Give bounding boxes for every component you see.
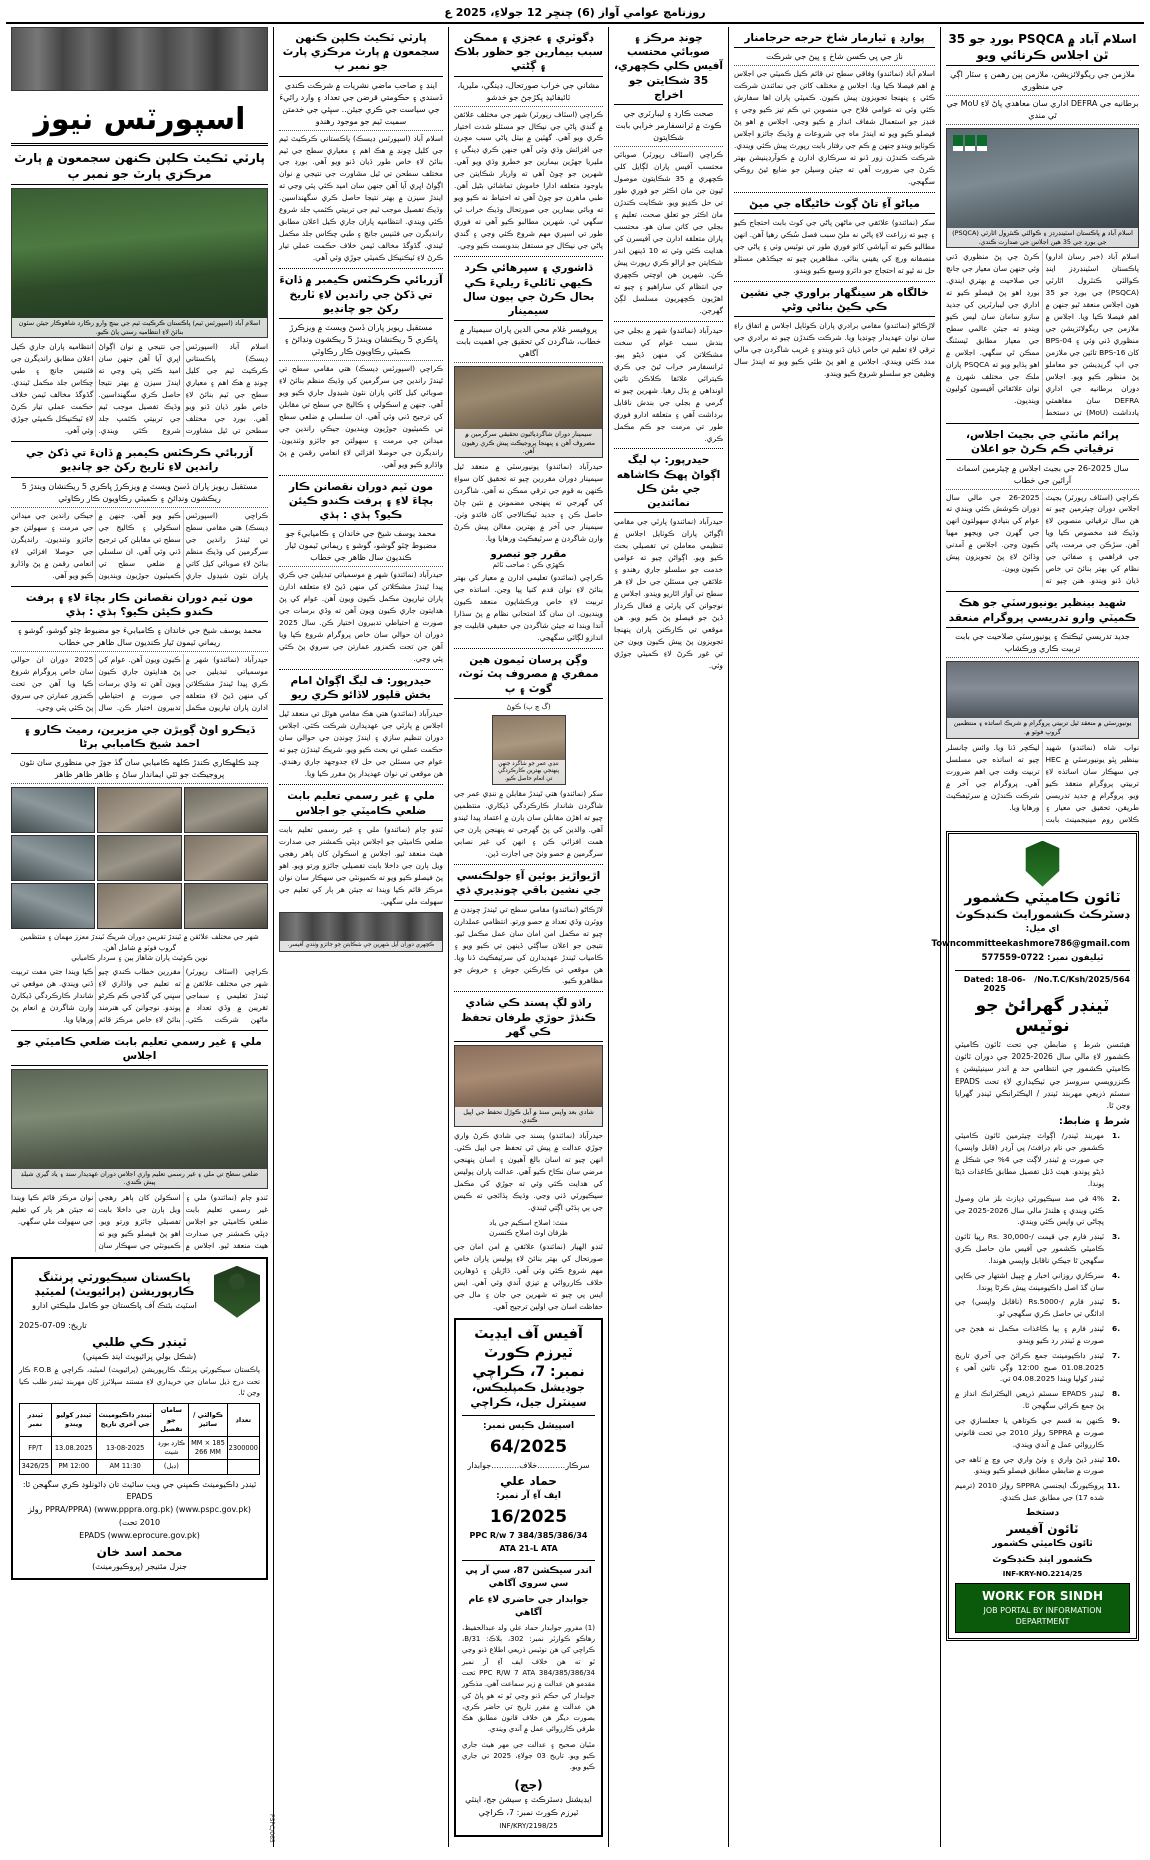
pspc-line-1: ٽينڊر ڊاڪيومينٽ ڪمپني جي ويب سائيٽ تان ڊائونلوڊ ڪري سگهجن ٿا: EPADS (22, 1479, 257, 1502)
photo-cell (184, 787, 268, 833)
banner-sub: JOB PORTAL BY INFORMATION DEPARTMENT (983, 1606, 1102, 1627)
ad-sign-2: ٽائون ڪاميٽي ڪشمور (992, 1539, 1093, 1550)
list-item: .2 4% في صد سيڪيورٽي ڊپازٽ بلز مان وصول ڪئي ويندي ۽ هلندڙ مالي سال 2026-2025 جي پڄاڻي تي واپس ڪئي ويندي. (955, 1193, 1120, 1227)
cell-opening: 13.08.2025 (51, 1437, 96, 1460)
headline-c5-1: پوارڊ ۽ ٽيارمار شاخ حرجه حرجامنار (734, 31, 935, 48)
list-item: .11 پروڪيورنگ ايجنسي SPPRA رولز 2010 (ترميم شده 17) جي مطابق عمل ڪندي. (955, 1481, 1120, 1503)
pspc-tender-table (19, 1403, 260, 1474)
section-logo-sports: اسپورٽس نيوز (11, 94, 268, 146)
headline-c5-2: مياڻو آءِ تاڻ ڳوٺ خاڻيگاه جي ميڻ (734, 197, 935, 214)
sports-headline-6: ملي ۽ غير رسمي تعليم بابت ضلعي ڪاميٽي جو اجلاس (11, 1035, 268, 1066)
pspc-org: پاڪستان سيڪيورٽي پرنٽنگ ڪارپوريشن (پرائيويٽ) لميٽيڊ (34, 1270, 195, 1299)
headline-psqca: اسلام آباد ۾ PSQCA بورڊ جو 35 ٿن اجلاس ڪرنائي ويو (946, 31, 1139, 66)
notice-sub: جوابدار جي حاضري لاءِ عام آگاهي (468, 1594, 589, 1619)
cell-qty (227, 1460, 259, 1474)
article-c1b-body1: اسلام آباد (اسپورٽس ڊيسڪ) پاڪستاني ڪرڪيٽ ٽيم جي کليل چونڊ ۾ هڪ اهم ۽ معياري سطح جي ٽيم بنائڻ لاءِ خاص طور ڌيان ڏنو ويو آهي. بورڊ جي مختلف سطحن تي ٿيل مشاورت جي نتيجي ۾ نوان اڳواڻ اڀري آيا آهن جنهن سان اميد ڪئي پئي وڃي ته ايندڙ سيزن ۾ بهتر نتيجا حاصل ڪري سگهنداسين. وڌيڪ تفصيل موجب ٽيم جي تربيتي ڪئمپ جلد شروع ڪئي ويندي. انتظاميه پاران جاري ڪيل اعلان مطابق رانديگرن جي فٽنيس جانچ ۽ طبي چڪاس جلد مڪمل ٿيندي. گڏوگڏ مخالف ٽيمن خلاف حڪمت عملي تيار ڪرڻ لاءِ ٽيڪنيڪل ڪميٽي جوڙي وئي آهي. (279, 133, 443, 263)
article-c5-body3: لاڙڪاڻو (نمائندو) مقامي برادري پاران ڪوٺايل اجلاس ۾ اتفاق راءِ سان نوان عهديدار چونڊيا ويا. شرڪت ڪندڙن چيو ته برادري جي ترقي لاءِ تعليم تي خاص ڌيان ڏنو ويندو ۽ غريب شاگردن جي مالي مدد ڪئي ويندي. اجلاس ۾ اهو پڻ طئي ڪيو ويو ته ايندڙ سال وظيفن جو سلسلو شروع ڪيو ويندو. (734, 321, 935, 379)
photo-grid-caption: شهر جي مختلف علائقن ۾ ٿيندڙ تقريبن دوران شريڪ ٿيندڙ معزز مهمان ۽ منتظمين گروپ فوٽو ۾ شامل آهن. (20, 933, 259, 952)
pspc-signer-desc: جنرل مئنيجر (پروڪيورمينٽ) (92, 1561, 187, 1571)
divider (614, 321, 723, 322)
divider (734, 192, 935, 193)
sports-article-6: ٽنڊو ڄام (نمائندو) ملي ۽ غير رسمي تعليم بابت ضلعي ڪاميٽي جو اجلاس ڊپٽي ڪمشنر جي صدارت هيٺ منعقد ٿيو. اجلاس ۾ اسڪولن کان ٻاهر رهجي ويل ٻارن جي داخلا بابت تفصيلي جائزو ورتو ويو. اهو پڻ فيصلو ڪيو ويو ته ڪميونٽي جي سهڪار سان نوان مرڪز قائم ڪيا ويندا ته جيئن هر ٻار کي تعليم جي سهولت ملي سگهي. (11, 1192, 268, 1250)
column-2 (274, 27, 449, 1847)
list-item: .7 ٽينڊر ڊاڪيومينٽ جمع ڪرائڻ جي آخري تاريخ 01.08.2025 صبح 12:00 وڳي تائين آهي ۽ ٽينڊر کوليا ويندا 04.08.2025 تي. (955, 1350, 1120, 1384)
divider (279, 784, 443, 785)
article-c1b-body3: حيدرآباد (نمائندو) شهر ۾ موسمياتي تبديلين جي ڪري پيدا ٿيندڙ مشڪلاتن کي منهن ڏيڻ لاءِ متعلقه ادارن پاران تياريون مڪمل ڪيون ويون آهن. عوام کي پڻ هدايتون جاري ڪيون ويون آهن ته وڏي برسات جي صورت ۾ احتياطي تدبيرون اختيار ڪن. سال 2025 دوران ان حوالي سان خاص پروگرام شروع ڪيا ويا آهن جن تحت ڪمزور عمارتن جي سروي پڻ ڪئي پئي وڃي. (279, 570, 443, 664)
headline-c1b-5: حيدرپور: ف ليگ اڳواڻ امام بخش قلپور لاڏائو ڪري ريو (279, 674, 443, 705)
ad-sign-3: ڪشمور اينڊ ڪنڊڪوٽ (992, 1554, 1093, 1565)
photo-caption: اسلام آباد ۾ پاڪستان اسٽينڊرڊز ۽ ڪوالٽي ڪنٽرول اٿارٽي (PSQCA) جي بورڊ جي 35 هين اجلاس جي صدارت ڪندي. (947, 228, 1138, 247)
work-for-sindh-banner[interactable] (955, 1583, 1130, 1632)
ad-reference: INF-KRY-NO.2214/25 (1002, 1570, 1083, 1579)
cell-size (189, 1460, 227, 1474)
court-ad-reference: INF/KRY/2198/25 (499, 1822, 558, 1831)
court-title-1: آفيس آف ايڊيٽ ٽيرزم ڪورٽ (474, 1325, 583, 1361)
list-item: .4 سرڪاري روزاني اخبار ۾ ڇپيل اشتهار جي ڪاپي سان گڏ اصل ڊاڪيومينٽ پيش ڪرڻا پوندا. (955, 1270, 1120, 1292)
table-row (20, 1460, 260, 1474)
sports-article-2: ڪراچي (اسپورٽس ڊيسڪ) هتي مقامي سطح تي ٿيندڙ راندين جي سرگرمين کي وڌيڪ منظم بنائڻ لاءِ صوبائي کيل کاتي پاران نئون شيڊول جاري ڪيو ويو آهي. جنهن ۾ اسڪولي ۽ ڪاليج جي سطح تي مقابلن کي ترجيح ڏني وئي آهي. ان سلسلي ۾ ضلعي سطح تي ڪميٽيون جوڙيون وينديون جيڪي راندين جي ميدانن جي مرمت ۽ سهولتن جو جائزو وٺنديون. رانديگرن جي حوصلا افزائي لاءِ انعامي رقمن ۾ پڻ واڌارو ڪيو ويو آهي. (11, 510, 268, 580)
photo-cell (97, 835, 181, 881)
headline-c1b-2: آزربائي ڪرڪٽس ڪيمبر ۾ ڏانءَ تي ڏکڻ جي راندين لاءِ ٽاريخ رکڻ جو چانڊيو (279, 273, 443, 319)
notice-body-2: مٿيان صحيح ۽ عدالت جي مهر هيٺ جاري ڪيو ويو. تاريخ 03 جولاءِ، 2025 تي جاري ڪيو ويو. (462, 1740, 595, 1772)
list-item: .3 ٽينڊر فارم جي قيمت /-Rs. 30,000 رپيا ٽائون ڪاميٽي ڪشمور جي آفيس مان حاصل ڪري سگهجن ٿا جيڪي ناقابل واپسي هوندا. (955, 1232, 1120, 1265)
divider (946, 591, 1139, 592)
headline-c1b-3: مون ٽيم دوران نقصانن ڪار بچاءَ لاءِ ۽ ٻرفت ڪندو ڪيئن ڪيو؟ ٻڌي : ٻڌي (279, 480, 443, 526)
pspc-note: پاڪستان سيڪيورٽي پرنٽنگ ڪارپوريشن (پرائيويٽ) لميٽيڊ، ڪراچي ۾ F.O.B ڪار تحت درج ذيل سامان جي خريداري لاءِ مستند سپلائرز کان مهربند ٽينڊر طلب ڪيا وڃن ٿا. (19, 1366, 260, 1398)
list-item: .8 ٽينڊر EPADS سسٽم ذريعي اليڪٽرانڪ انداز ۾ پڻ جمع ڪرائي سگهجن ٿا. (955, 1389, 1120, 1411)
ad-intro: هيئنسن شرط ۽ ضابطن جي تحت ٽائون ڪاميٽي ڪشمور لاءِ مالي سال 2026-2025 جي دوران ٽائون ڪاميٽي ڪشمور جي انتظامي حد ۾ اندر سينيٽيشن ۽ ڪنزرويسي سروسز جي ٺيڪيداري لاءِ تحت EPADS سسٽم ذريعي مهربند ٽينڊر / اليڪٽرانڪي ٽينڊر گهرايا وڃن ٿا. (955, 1039, 1130, 1111)
ad-title: ٽينڊر گهرائڻ جو نوٽيس (975, 995, 1110, 1036)
sports-headline-4: ڏيڪرو اوڻ ڳوٻڙن جي مزيرين، رميٽ ڪارو ۽ احمد شيخ ڪاميابي ٻرڻا (11, 723, 268, 754)
headline-c1b-6: ملي ۽ غير رسمي تعليم بابت ضلعي ڪاميٽي جو اجلاس (279, 789, 443, 820)
divider (614, 448, 723, 449)
column-left-sports (6, 27, 274, 1847)
th-qty: تعداد (227, 1404, 259, 1437)
divider (279, 475, 443, 476)
article-c1b-body6: ٽنڊو ڄام (نمائندو) ملي ۽ غير رسمي تعليم بابت ضلعي ڪاميٽي جو اجلاس ڊپٽي ڪمشنر جي صدارت هيٺ منعقد ٿيو. اجلاس ۾ اسڪولن کان ٻاهر رهجي ويل ٻارن جي داخلا بابت تفصيلي جائزو ورتو ويو. اهو پڻ فيصلو ڪيو ويو ته ڪميونٽي جي سهڪار سان نوان مرڪز قائم ڪيا ويندا ته جيئن هر ٻار کي تعليم جي سهولت ملي سگهي. (279, 824, 443, 906)
ad-refdate-row (955, 975, 1130, 993)
notice-title: اندر سيڪشن 87، سي آر پي سي سروي آگاهي (465, 1565, 592, 1590)
cell-size: 185 MM × 266 MM (189, 1437, 227, 1460)
divider (11, 586, 268, 587)
photo-cell (97, 787, 181, 833)
list-item: .6 ٽينڊر فارم ۽ ٻيا ڪاغذات مڪمل نه هجڻ جي صورت ۾ ٽينڊر رد ڪيو ويندو. (955, 1324, 1120, 1345)
court-notice-ad (454, 1318, 603, 1838)
cell-tenderno: FP/T (20, 1437, 52, 1460)
divider (11, 441, 268, 442)
photo-caption: ننڍي عمر جو شاگرد جنهن پنهنجي بهترين ڪارڪردگي تي انعام حاصل ڪيو. (493, 760, 565, 785)
divider (11, 1030, 268, 1031)
article-c1b-body2: ڪراچي (اسپورٽس ڊيسڪ) هتي مقامي سطح تي ٿيندڙ راندين جي سرگرمين کي وڌيڪ منظم بنائڻ لاءِ صوبائي کيل کاتي پاران نئون شيڊول جاري ڪيو ويو آهي. جنهن ۾ اسڪولي ۽ ڪاليج جي سطح تي مقابلن کي ترجيح ڏني وئي آهي. ان سلسلي ۾ ضلعي سطح تي ڪميٽيون جوڙيون وينديون جيڪي راندين جي ميدانن جي مرمت ۽ سهولتن جو جائزو وٺنديون. رانديگرن جي حوصلا افزائي لاءِ انعامي رقمن ۾ پڻ واڌارو ڪيو ويو آهي. (279, 363, 443, 469)
headline-c2-5: اڙيواڙيز بوئين آءِ جولڪنسي جي نشين باقي چونڊيري ڌي (454, 869, 603, 900)
photo-caption: يونيورسٽي ۾ منعقد ٿيل تربيتي پروگرام ۾ شريڪ اساتذه ۽ منتظمين گروپ فوٽو ۾. (947, 718, 1138, 737)
subhead-budget: سال 2025-26 جي بجيٽ اجلاس ۾ چيئرمين اسماٿ آرائين جي خطاب (946, 463, 1139, 490)
photo-cell (11, 835, 95, 881)
subhead-c2-2: پروفيسر غلام محي الدين پاران سيمينار ۾ خطاب، شاگردن کي تحقيق جي اهميت بابت آگاهي (454, 324, 603, 363)
ad-email-row (931, 922, 1130, 951)
photo-couple-appeal (454, 1045, 603, 1127)
subhead-c5-1: ناز جي ڀي ڪسن شاخ ۽ ڀيڻ جي شرڪت (734, 51, 935, 66)
quote-line: ڪهڙي ڪي : صاحب ٽائم (492, 560, 565, 569)
pspc-signer: محمد اسد خان (96, 1544, 183, 1559)
case-number: 64/2025 (489, 1436, 568, 1457)
list-item: .1 مهربند ٽينڊر/ اڳواٽ چيئرمين ٽائون ڪاميٽي ڪشمور جي نام ڊرافٽ/ پي آرڊر (قابل واپسي) جي صورت ۾ ٽينڊر لاڳت جي 4% جي شڪل ۾ ڏيڻو پوندو. هيٺ ڏنل تفصيل مطابق ڪاغذات ڏيڻا پوندا. (955, 1131, 1120, 1188)
article-c3-body3: حيدرآباد (نمائندو) پارٽي جي مقامي اڳواڻن پاران ڪوٺايل اجلاس ۾ تنظيمي معاملن تي تفصيلي بحث ڪيو ويو. اڳواڻن چيو ته عوامي خدمت جو سلسلو جاري رهندو ۽ علائقي جي مسئلن جي حل لاءِ هر سطح تي آواز اٿاريو ويندو. اجلاس ۾ نوجوانن کي پارٽي ۾ فعال ڪردار ڏيڻ جو فيصلو پڻ ڪيو ويو. هن موقعي تي ڪارڪنن پاران پنهنجا تجويزون پڻ پيش ڪيون ويون جن تي غور ڪرڻ لاءِ ڪميٽي جوڙي وئي. (614, 517, 723, 670)
subhead-c2-4: (گ ڇ ٻ) ڪوڻ (506, 702, 551, 711)
cell-desc: ڪارڊ بورڊ شيٽ (154, 1437, 189, 1460)
headline-budget: پرائم مانٽي جي بجيٽ اجلاس، ترقياتي ڪم ڪرڻ جو اعلان (946, 428, 1139, 459)
headline-c1b-1: پارٽي ٽڪيٽ ڪلپن ڪنهن سجمعون ۾ پارٽ مرڪزي پارٽ جو نمبر ٻ (279, 31, 443, 77)
divider (454, 864, 603, 865)
pspc-crest-icon (214, 1266, 260, 1318)
article-psqca-body: اسلام آباد (خبر رسان ادارو) پاڪستان اسٽينڊرڊز اينڊ ڪوالٽي ڪنٽرول اٿارٽي (PSQCA) جي بورڊ جو 35 هون اجلاس منعقد ٿيو جنهن ۾ اهم فيصلا ڪيا ويا. اجلاس ۾ ملازمن جي ريگولائزيشن جي منظوري ڏني وئي ۽ BPS-04 کان BPS-16 تائين جي ملازمن جي اپ گريڊيشن جو معاملو پڻ منظور ڪيو ويو. اجلاس دوران برطانيه جي اداري DEFRA سان مفاهمتي يادداشت (MoU) تي دستخط ڪرڻ جي پڻ منظوري ڏني وئي جنهن سان معيار جي جانچ جي صلاحيت ۾ بهتري ايندي. بورڊ اهو پڻ فيصلو ڪيو ته اداري جي ليبارٽرين کي جديد سازو سامان سان ليس ڪيو ويندو ته جيئن عالمي سطح جي معيار مطابق ٽيسٽنگ ممڪن ٿي سگهي. اجلاس ۾ اهو ٻڌايو ويو ته PSQCA پاران ملڪ جي مختلف شهرن ۾ نوان علائقائي آفيسون کوليون وينديون. (946, 252, 1139, 418)
fir-label: ايف آءِ آر نمبر: (496, 1491, 561, 1502)
th-tenderno: ٽينڊر نمبر (20, 1404, 52, 1437)
photo-student-award (492, 715, 566, 785)
ad-no: No.T.C/Ksh/2025/564/ (1034, 974, 1130, 984)
accused-name: حماد علي (500, 1474, 557, 1489)
judge-label: (جڄ) (514, 1777, 543, 1792)
phone-value: 0722-577559 (981, 953, 1045, 964)
photo-cell (11, 787, 95, 833)
photo-education-meeting (11, 1069, 268, 1189)
headline-university: شهيد بينظير يونيورسٽي جو هڪ ڪميٽي وارو تدريسي پروگرام منعقد (946, 596, 1139, 627)
column-4 (609, 27, 729, 1847)
sign-line-1: منٿ: اصلاح اسڪيم جي ياد (489, 1218, 568, 1227)
article-university-body: نواب شاه (نمائندو) شهيد بينظير ڀٽو يونيورسٽي ۾ HEC جي سهڪار سان اساتذه لاءِ تربيتي پروگرام منعقد ڪيو ويو. پروگرام ۾ جديد تدريسي طريقن، تحقيق جي معيار ۽ ڪلاس روم مينيجمينٽ بابت ليڪچر ڏنا ويا. وائس چانسلر چيو ته اساتذه جي مسلسل تربيت وقت جي اهم ضرورت آهي. پروگرام جي آخر ۾ شرڪت ڪندڙن ۾ سرٽيفڪيٽ ورهايا ويا. (946, 742, 1139, 824)
case-parties: سرڪار...........خلاف...........جوابدار (467, 1460, 590, 1470)
cell-tenderno: 3426/25 (20, 1460, 52, 1474)
divider (454, 256, 603, 257)
column-right (931, 27, 1144, 1847)
govt-crest-icon (1023, 841, 1063, 887)
article-c2-body5: لاڙڪاڻو (نمائندو) مقامي سطح تي ٿيندڙ چونڊن ۾ ووٽرن وڏي تعداد ۾ حصو ورتو. انتظامي عملدارن چيو ته مڪمل امن امان سان عمل مڪمل ٿيو. نتيجن جو اعلان ساڳئي ڏينهن تي ڪيو ويو ۽ ڪامياب ٿيندڙ عهديدارن کي سرٽيفڪيٽ ڏنا ويا. هن موقعي تي ڪارڪنن جوش ۽ خروش جو مظاهرو ڪيو. (454, 904, 603, 986)
photo-cell (11, 883, 95, 929)
article-c2-body3: ڪراچي (نمائندو) تعليمي ادارن ۾ معيار کي بهتر بنائڻ لاءِ نوان قدم کنيا پيا وڃن. اساتذه جي تربيت لاءِ خاص ورڪشاپون منعقد ڪيون وينديون. ان سان گڏ امتحاني نظام ۾ پڻ سڌارا آندا ويندا ته جيئن شاگردن جي حقيقي قابليت جو اندازو لڳائي سگهجي. (454, 573, 603, 643)
article-c2-body7: ٽنڊو الهيار (نمائندو) علائقي ۾ امن امان جي صورتحال کي بهتر بنائڻ لاءِ پوليس پاران خاص مهم شروع ڪئي وئي آهي. ڌاڙيلن ۽ ڏوهارين خلاف ڪارروائي ۾ تيزي آندي وئي آهي. ايس ايس پي چيو ته شهرين جي جان ۽ مال جي حفاظت اسان جي اولين ترجيح آهي. (454, 1241, 603, 1311)
photo-caption: اسلام آباد (اسپورٽس ٽيم) پاڪستان ڪرڪيٽ ٽيم جي بينچ وارو رڪارڊ شاهوڪار جيئن سٽون بنائڻ لاءِ انتظاميه رستي پاڻ ڪيو. (12, 318, 267, 337)
sections-line: 384/385/386/34 PPC R/w 7 ATA 21-L ATA (469, 1530, 588, 1553)
column-3 (449, 27, 609, 1847)
phone-label: ٽيليفون نمبر: (1047, 953, 1104, 964)
divider (11, 718, 268, 719)
photo-caption: شادي بعد واپس سنڌ ۾ آيل ڪوڙل تحفظ جي اپيل ڪندي. (455, 1107, 602, 1126)
article-c5-body1: اسلام آباد (نمائندو) وفاقي سطح تي قائم ڪيل ڪميٽي جي اجلاس ۾ اهم فيصلا ڪيا ويا. اجلاس ۾ مختلف کاتن جي نمائندن شرڪت ڪئي ۽ پنهنجا تجويزون پيش ڪيون. ڪميٽي پاران اها سفارش ڪئي وئي ته عوامي فلاح جي منصوبن تي ڪم تيز ڪيو وڃي ۽ فنڊز جو استعمال شفاف انداز ۾ ڪيو وڃي. اجلاس ۾ اهو پڻ فيصلو ڪيو ويو ته ايندڙ ماه جي شروعات ۾ وڌيڪ جائزو اجلاس ڪوٺايو ويندو جنهن ۾ ڪم جي رفتار بابت رپورٽ پيش ڪئي ويندي. شرڪت ڪندڙن زور ڏنو ته سرڪاري ادارن ۾ ڪوآرڊينيشن بهتر ڪرڻ جي ضرورت آهي ته جيئن وسيلن جو ضايع ٿيڻ روڪي سگهجي. (734, 69, 935, 187)
ad-org-line1: ٽائون ڪاميٽي ڪشمور (964, 889, 1121, 906)
pspc-line-3[interactable]: (www.eprocure.gov.pk) EPADS (79, 1530, 200, 1540)
pspc-tender-ad (11, 1257, 275, 1843)
photo-grid-events (11, 787, 268, 929)
article-budget-body: ڪراچي (اسٽاف رپورٽر) بجيٽ اجلاس دوران چيئرمين چيو ته هن سال ترقياتي منصوبن لاءِ وڌيڪ فنڊ مخصوص ڪيا ويا آهن. سڙڪن جي مرمت، پاڻي جي فراهمي ۽ صفائي جي نظام کي بهتر بنائڻ تي خاص ڌيان ڏنو ويندو. هنن چيو ته 2025-26 جي مالي سال دوران ڪوشش ڪئي ويندي ته عوام کي بنيادي سهولتون انهن جي گهرن جي ويجهو مهيا ڪيون وڃن. اجلاس ۾ آمدني وڌائڻ لاءِ پڻ تجويزون پيش ڪيون ويون. (946, 492, 1139, 586)
fir-number: 16/2025 (489, 1506, 568, 1527)
sports-headline-3: مون ٽيم دوران نقصانن ڪار بچاءَ لاءِ ۽ ٻرفت ڪندو ڪيئن ڪيو؟ ٻڌي : ٻڌي (11, 591, 268, 622)
th-size: ڪوالٽي / سائيز (189, 1404, 227, 1437)
sports-subhead-2: مستقبل ريويز پاران ڏسڻ ويسٽ ۾ ويزڪرڙ ڀاڪري 5 ريڪنشان ويندڙ 5 ريڪشون ونڊائڻ ۽ ڪميٽي رڪاويون ڪار رڪاوٽي (11, 481, 268, 508)
cell-opening: 12:00 PM (51, 1460, 96, 1474)
cell-lastdate: 13-08-2025 (96, 1437, 154, 1460)
photo-top-strip (11, 27, 268, 91)
photo-caption: ضلعي سطح تي ملي ۽ غير رسمي تعليم واري اجلاس دوران عهديدار سند ۽ ياد گيري شيلڊ پيش ڪندي. (12, 1169, 267, 1188)
sports-article-1: اسلام آباد (اسپورٽس ڊيسڪ) پاڪستاني ڪرڪيٽ ٽيم جي کليل چونڊ ۾ هڪ اهم ۽ معياري سطح جي ٽيم بنائڻ لاءِ خاص طور ڌيان ڏنو ويو آهي. بورڊ جي مختلف سطحن تي ٿيل مشاورت جي نتيجي ۾ نوان اڳواڻ اڀري آيا آهن جنهن سان اميد ڪئي پئي وڃي ته ايندڙ سيزن ۾ بهتر نتيجا حاصل ڪري سگهنداسين. وڌيڪ تفصيل موجب ٽيم جي تربيتي ڪئمپ جلد شروع ڪئي ويندي. انتظاميه پاران جاري ڪيل اعلان مطابق رانديگرن جي فٽنيس جانچ ۽ طبي چڪاس جلد مڪمل ٿيندي. گڏوگڏ مخالف ٽيمن خلاف حڪمت عملي تيار ڪرڻ لاءِ ٽيڪنيڪل ڪميٽي جوڙي وئي آهي. (11, 342, 268, 436)
subhead-c3-1: صحت ڪارڊ ۽ ليبارٽري جي ڪوٽ ۾ ٽرانسفارمر خرابي بابت شڪايتون (614, 108, 723, 147)
column-5 (729, 27, 941, 1847)
cell-qty: 2300000 (227, 1437, 259, 1460)
headline-c2-4: وڳن پرسان ٽيمون هين ممفري ۾ مصروف پٿ ٽوٽ، گوٽ ۽ ٻ (454, 653, 603, 699)
case-label: اسپيشل ڪيس نمبر: (482, 1421, 575, 1432)
divider (279, 268, 443, 269)
court-line: ايڊيشنل ڊسٽرڪٽ ۽ سيشن جج، اينٽي ٽيرزم ڪورٽ نمبر: 7، ڪراچي (465, 1794, 592, 1817)
pspc-org-sub: اسٽيٽ بئنڪ آف پاڪستان جو ڪامل مليڪتي ادارو (32, 1301, 197, 1311)
headline-c3-3: حيدرپور: پ ليگ اڳواڻ ڀهڪ ڪاشاهه جي بئن ڪل نمائندين (614, 453, 723, 513)
subhead-c1b-2: مستقبل ريويز پاران ڏسڻ ويسٽ ۾ ويزڪرڙ ڀاڪري 5 ريڪنشان ويندڙ 5 ريڪشون ونڊائڻ ۽ ڪميٽي رڪاويون ڪار رڪاوٽي (279, 322, 443, 361)
notice-body: (1) مفرور جوابدار حماد علي ولد عبدالحفيظ، رهاڪو ڪوارٽر نمبر: 302، بلاڪ: 31/B، ڪراچي کي هن نوٽيس ذريعي اطلاع ڏنو وڃي ٿو ته هن خلاف ايف آءِ آر نمبر 384/385/386/34 PPC R/W 7 ATA تحت مقدمو هن عدالت ۾ زير سماعت آهي. مذڪور جوابدار کي حڪم ڏنو وڃي ٿو ته هو پاڻ کي هن عدالت ۾ مقرر تاريخ تي حاضر ڪري، بصورت ديگر هن خلاف قانون مطابق هڪ طرفي ڪارروائي عمل ۾ آندي ويندي. (462, 1623, 596, 1734)
divider (946, 423, 1139, 424)
article-c2-body6: حيدرآباد (نمائندو) پسند جي شادي ڪرڻ واري جوڙي عدالت ۾ پيش ٿي تحفظ جي اپيل ڪئي. انهن چيو ته اسان بالغ آهيون ۽ اسان پنهنجي مرضي سان نڪاح ڪيو آهي. عدالت پاران پوليس کي هدايت ڪئي وئي ته جوڙي کي مڪمل سيڪيورٽي ڏني وڃي. وڌيڪ ٻڌائجي ته ڪيس جي ٻي ٻڌڻي اڳتي ٿيندي. (454, 1130, 603, 1212)
pspc-line-2[interactable]: (www.pspc.gov.pk) (www.pppra.org.pk) (PPRA/PPRA رولز 2010 تحت) (27, 1505, 252, 1528)
subhead-c1b-1: اينڊ ۽ صاحب ماضي نشريات ۾ شرڪت ڪندي ڏسندي ۽ حڪومتي قرضن جي تعداد ۽ وارد رائيءَ جي سياست جي ڪري جيئن.. سڀئي جي خدمتن سميت ٽيم جو موجود رهندو (279, 80, 443, 131)
photo-caption: ڪچهري دوران آيل شهرين جي شڪايتن جو جائزو وٺندي آفيسر. (280, 941, 442, 951)
divider (454, 648, 603, 649)
subhead-psqca-1: ملازمن جي ريگولائزيشن، ملازمن ٻين رهمن ۽ سٽار اڳي جي منظوري (946, 69, 1139, 96)
sports-headline-1: پارٽي ٽڪيٽ ڪلپن ڪنهن سجمعون ۾ پارٽ مرڪزي پارٽ جو نمبر ٻ (11, 150, 268, 185)
table-header-row (20, 1404, 260, 1437)
pspc-date-row (19, 1320, 260, 1333)
sports-subhead-4b: نوين ڪوئيٽ پاران شاهاز ٻين ۽ سردار ڪاميابي (71, 954, 208, 963)
subhead-university: جديد تدريسي ٽيڪنڪ ۽ يونيورسٽي صلاحيت جي بابت تربيت ڪاري ورڪشاپ (946, 631, 1139, 658)
photo-kachehri-strip (279, 912, 443, 952)
article-c3-body2: حيدرآباد (نمائندو) شهر ۾ بجلي جي بندش سبب عوام کي سخت مشڪلاتن کي منهن ڏيڻو پيو. ٽرانسفارمر خراب ٿيڻ جي ڪري ڪيترائي علائقا ڪلاڪن تائين اونداهي ۾ ٻڏل رهيا. شهرين چيو ته گرمي ۾ بجلي جي بندش ناقابل برداشت آهي ۽ متعلقه ادارو فوري طور تي مرمت جو ڪم مڪمل ڪري. (614, 325, 723, 443)
photo-cell (184, 835, 268, 881)
sports-article-3: حيدرآباد (نمائندو) شهر ۾ موسمياتي تبديلين جي ڪري پيدا ٿيندڙ مشڪلاتن کي منهن ڏيڻ لاءِ متعلقه ادارن پاران تياريون مڪمل ڪيون ويون آهن. عوام کي پڻ هدايتون جاري ڪيون ويون آهن ته وڏي برسات جي صورت ۾ احتياطي تدبيرون اختيار ڪن. سال 2025 دوران ان حوالي سان خاص پروگرام شروع ڪيا ويا آهن جن تحت ڪمزور عمارتن جي سروي پڻ ڪئي پئي وڃي. (11, 654, 268, 712)
th-lastdate: ٽينڊر ڊاڪيومينٽ جي آخري تاريخ (96, 1404, 154, 1437)
subhead-c1b-3: محمد يوسف شيخ جي خاندان ۽ ڪاميابيءَ جو مضبوط چٽو گوشو، گوشو ۽ ريماني ٽيمون ٿيار ڪنديون سال ظاهر جي خطاب (279, 528, 443, 567)
sports-headline-2: آزربائي ڪرڪٽس ڪيمبر ۾ ڏانءَ تي ڏکڻ جي راندين لاءِ ٽاريخ رکڻ جو چانڊيو (11, 446, 268, 477)
divider (734, 281, 935, 282)
photo-caption: سيمينار دوران شاگردياڻيون تحقيقي سرگرمين ۾ مصروف آهن ۽ پنهنجا پروجيڪٽ پيش ڪري رهيون آهن. (455, 429, 602, 457)
subhead-psqca-2: برطانيه جي DEFRA اداري سان معاهدي پاڻ لاءِ MoU جي ٿي مندي (946, 98, 1139, 125)
list-item: .5 ٽينڊر فارم /-Rs.5000 (ناقابل واپسي) جي ادائگي تي حاصل ڪري سگهجي ٿو. (955, 1297, 1120, 1319)
ad-sign-1: ٽائون آفيسر (1006, 1522, 1079, 1537)
sign-line-2: ظرفان اوٿ اصلاح ڪنسرن (489, 1229, 568, 1238)
divider (454, 991, 603, 992)
ad-date: Dated: 18-06-2025 (963, 974, 1026, 993)
th-desc: سامان جو تفصيل (154, 1404, 189, 1437)
sports-subhead-3: محمد يوسف شيخ جي خاندان ۽ ڪاميابيءَ جو مضبوط چٽو گوشو، گوشو ۽ ريماني ٽيمون ٿيار ڪنديون سال ظاهر جي خطاب (11, 625, 268, 652)
ad-org-line2: ڊسٽرڪٽ ڪشمورايٽ ڪنڊڪوٽ (955, 907, 1130, 921)
ad-terms-title: شرط ۽ ضابط: (1058, 1116, 1130, 1128)
table-row (20, 1437, 260, 1460)
court-title-3: جوڊيشل ڪمپليڪس، سينٽرل جيل، ڪراچي (470, 1381, 587, 1410)
ad-sign-label: دستخط (1025, 1507, 1060, 1518)
divider (279, 669, 443, 670)
article-c1b-body5: حيدرآباد (نمائندو) هتي هڪ مقامي هوٽل تي منعقد ٿيل اجلاس ۾ پارٽي جي عهديدارن شرڪت ڪئي. اجلاس دوران تنظيم سازي ۽ ايندڙ چونڊن جي حوالي سان حڪمت عملي تي بحث ڪيو ويو. شريڪ ٿيندڙن چيو ته عوام جي مسئلن جي حل لاءِ جدوجهد جاري رهندي. هن موقعي تي نوان عهديدار پڻ مقرر ڪيا ويا. (279, 709, 443, 779)
masthead: روزنامچ عوامي آواز (6) چنڇر 12 جولاءِ، 2025 ع (6, 4, 1144, 24)
cell-lastdate: 11:30 AM (96, 1460, 154, 1474)
headline-c2-1: ڊگوٽري ۽ عجزي ۽ ممڪن سبب بيمارين جو حظور بلاڪ ۽ ڳڻتي (454, 31, 603, 77)
photo-seminar-students (454, 366, 603, 458)
tender-ad-kashmore (931, 831, 1139, 1641)
article-c3-body1: ڪراچي (اسٽاف رپورٽر) صوبائي محتسب آفيس پاران لڳايل کلي ڪچهري ۾ 35 شڪايتون موصول ٿيون جن مان اڪثر جو فوري طور تي حل ڪڍيو ويو. شڪايت ڪندڙن مان اڪثر جو تعلق صحت، تعليم ۽ بجلي جي کاتن سان هو. محتسب پاران متعلقه ادارن جي آفيسرن کي هدايت ڪئي وئي ته 10 ڏينهن اندر شڪايتن جو ازالو ڪري رپورٽ پيش ڪن. شهرين هن اوچتي ڪچهري جي انتظام کي ساراهيو ۽ چيو ته اهڙيون ڪچهريون مسلسل لڳڻ گهرجن. (614, 149, 724, 315)
headline-c2-6: راڌو لڳ پسند ڪي شادي ڪنڌڙ حوڙي طرفان تحفظ ڪي گهر (454, 996, 603, 1042)
photo-university-group (946, 661, 1139, 739)
article-c2-body4: سکر (نمائندو) هتي ٿيندڙ مقابلن ۾ ننڍي عمر جي شاگردن شاندار ڪارڪردگي ڏيکاري. منتظمين چيو ته اهڙن مقابلن سان ٻارن ۾ اعتماد پيدا ٿيندو آهي. والدين کي پڻ گهرجي ته پنهنجن ٻارن جي همت افزائي ڪن ۽ انهن کي غير نصابي سرگرمين ۾ حصو وٺڻ جي اجازت ڏين. (454, 789, 603, 859)
list-item: .9 ڪنهن به قسم جي ڪوتاهي يا جعلسازي جي صورت ۾ SPPRA رولز 2010 جي تحت قانوني ڪارروائي عمل ۾ آندي ويندي. (955, 1416, 1120, 1449)
subhead-c2-1: مشاني جي خراب صورتحال، ڊينگي، مليريا، ٽائيفائيڊ پکڙجڻ جو خدشو (454, 80, 603, 107)
list-item: .10 ٽينڊر ڏيڻ واري ۽ وٺڻ واري جي وچ ۾ ٺاهه جي صورت ۾ ضابطي مطابق فيصلو ڪيو ويندو. (955, 1454, 1120, 1476)
article-c5-body2: سکر (نمائندو) علائقي جي ماڻهن پاڻي جي کوٽ بابت احتجاج ڪيو ۽ چيو ته زراعت لاءِ پاڻي نه ملڻ سبب فصل سُڪي رهيا آهن. انهن مطالبو ڪيو ته آبپاشي کاتو فوري طور تي نوٽيس وٺي ۽ پاڻي جي منصفانه ورڇ کي يقيني بنائي. مظاهرين چيو ته جيڪڏهن مسئلو حل نه ٿيو ته احتجاج جو دائرو وسيع ڪيو ويندو. (734, 218, 935, 276)
date-label: تاريخ: (68, 1320, 87, 1330)
headline-c5-3: خالگاه هر سينگهار براوري جي نشين ڪي ڪيڻ بناڻي وڻي (734, 286, 935, 317)
photo-cell (184, 883, 268, 929)
ad-terms-list (955, 1130, 1130, 1503)
sports-article-4: ڪراچي (اسٽاف رپورٽر) شهر جي مختلف علائقن ۾ ٿيندڙ تعليمي ۽ سماجي تقريبن ۾ وڏي تعداد ۾ ماڻهن شرڪت ڪئي. مقررين خطاب ڪندي چيو ته تعليم جي واڌاري لاءِ سڀني کي گڏجي ڪم ڪرڻو پوندو. نوجوانن کي هنرمند بنائڻ لاءِ خاص مرڪز قائم ڪيا ويندا جتي مفت تربيت ڏني ويندي. هن موقعي تي شاندار ڪارڪردگي ڏيکارڻ وارن شاگردن ۾ انعام پڻ ورهايا ويا. (11, 966, 268, 1024)
photo-psqca-meeting (946, 128, 1139, 248)
sports-subhead-4: چنڊ ڪلهڪاري ڪندڙ ڪلهه ڪاميابي سان گڏ جوڙ جي منظوري سان نئون پروجيڪٽ جو ٽئي ايماندار ساڻ ۽ ظاهر ظاهر ظاهر (11, 757, 268, 784)
pspc-vertical-ref: PSPC/065 (268, 1814, 275, 1843)
article-c2-body1: ڪراچي (اسٽاف رپورٽر) شهر جي مختلف علائقن ۾ گندي پاڻي جي نيڪال جو مسئلو شدت اختيار ڪري ويو آهي. گهٽين ۾ بيٺل پاڻي سبب مڇرن جي افزائش وڌي وئي آهي جنهن ڪري ڊينگي ۽ مليريا جهڙين بيمارين جو خطرو وڌي ويو آهي. شهرين جو چوڻ آهي ته واربار شڪايتن جي باوجود متعلقه ادارا خاموش تماشائي بڻيل آهن. طبي ماهرن جو چوڻ آهي ته احتياط نه ڪيو ويو ته وبائي بيمارين جي صورتحال وڌيڪ خراب ٿي سگهي ٿي. شهرين مطالبو ڪيو آهي ته فوري طور تي اسپري مهم شروع ڪئي وڃي ۽ گندي پاڻي جي نيڪال جو مستقل بندوبست ڪيو وڃي. (454, 109, 603, 251)
court-title-2: نمبر: 7، ڪراچي (472, 1363, 585, 1380)
cell-desc: (ڊبل) (154, 1460, 189, 1474)
th-opening: ٽينڊر کوليو ويندو (51, 1404, 96, 1437)
email-value[interactable]: Towncommitteekashmore786@gmail.com (931, 938, 1130, 949)
banner-title: WORK FOR SINDH (981, 1589, 1104, 1604)
date-value: 09-07-2025 (19, 1320, 66, 1330)
photo-cricket-team (11, 188, 268, 338)
article-c2-body2: حيدرآباد (نمائندو) يونيورسٽي ۾ منعقد ٿيل سيمينار دوران مقررين چيو ته تحقيق کان سواءِ ڪنهن به قوم جي ترقي ممڪن نه آهي. شاگردن کي گهرجي ته پنهنجي مضمونن ۾ نئين ڄاڻ حاصل ڪن ۽ جديد ٽيڪنالاجي کان فائدو وٺن. سيمينار جي آخر ۾ بهترين مقالن پيش ڪرڻ وارن شاگردن ۾ سرٽيفڪيٽ ورهايا ويا. (454, 462, 603, 543)
email-label: اي ميل: (1025, 924, 1060, 935)
headline-c2-2: ڌاشوري ۽ سپرهائي ڪرد ڪيهي ٽائليءَ ريليءَ ڪي بحال ڪرڻ جي ٻيون سال سيمينار (454, 261, 603, 321)
headline-c3-1: چونڊ مرڪز ۽ صوبائي محتسب آفيس ڪلي ڪچهري، 35 شڪايتن جو اخراج (614, 31, 723, 105)
photo-cell (97, 883, 181, 929)
ad-phone-row (955, 951, 1130, 965)
quote-title: مقرر جو تبصرو (490, 548, 567, 560)
page-grid (6, 27, 1144, 1847)
pspc-title: ٽينڊر ڪي طلبي (92, 1334, 187, 1349)
pspc-subtitle: (شڪل بولي پرائيويٽ اينڊ ڪمپني) (82, 1351, 197, 1361)
